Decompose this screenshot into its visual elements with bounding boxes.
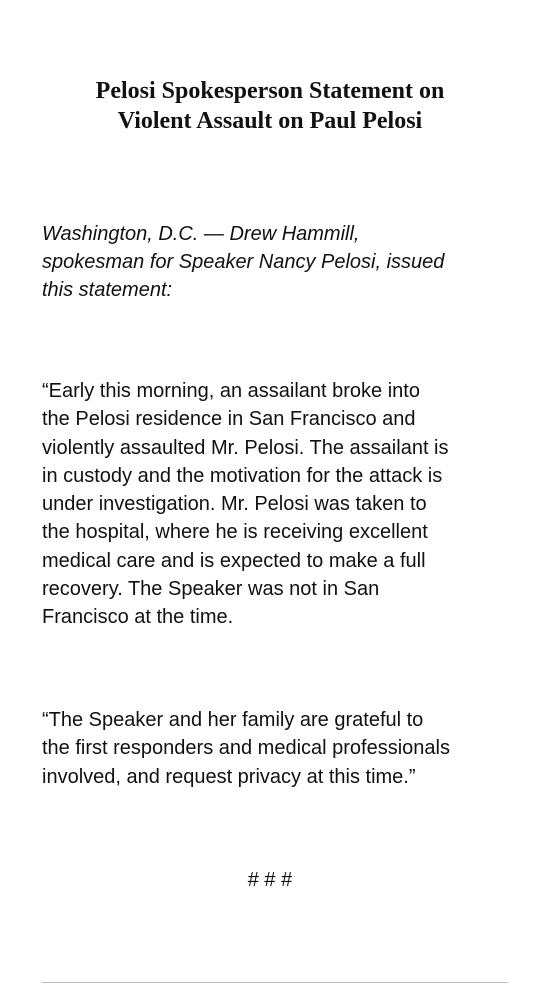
title-line: Pelosi Spokesperson Statement on [95,78,445,104]
dateline-line: Washington, D.C. — Drew Hammill, [42,223,360,245]
statement-title [0,76,540,136]
paragraph-line: the hospital, where he is receiving excellent [42,521,428,544]
dateline [42,220,512,304]
paragraph-line: Francisco at the time. [42,606,234,629]
paragraph-line: medical care and is expected to make a full [42,549,426,572]
paragraph-line: the first responders and medical professionals [42,737,450,760]
paragraph-line: in custody and the motivation for the attack is [42,464,443,487]
dateline-line: spokesman for Speaker Nancy Pelosi, issued [42,251,445,273]
paragraph-line: “The Speaker and her family are grateful to [42,709,424,731]
paragraph-line: violently assaulted Mr. Pelosi. The assailant is [42,436,449,459]
statement-paragraph-1 [42,377,512,632]
bottom-divider [42,982,508,983]
end-mark: # # # [247,869,293,891]
paragraph-line: under investigation. Mr. Pelosi was taken to [42,493,427,516]
paragraph-line: “Early this morning, an assailant broke into [42,380,420,402]
title-line: Violent Assault on Paul Pelosi [117,108,423,134]
paragraph-line: the Pelosi residence in San Francisco and [42,408,416,431]
paragraph-line: involved, and request privacy at this time.” [42,765,416,788]
statement-paragraph-2 [42,706,512,791]
paragraph-line: recovery. The Speaker was not in San [42,578,380,601]
dateline-line: this statement: [42,279,173,301]
